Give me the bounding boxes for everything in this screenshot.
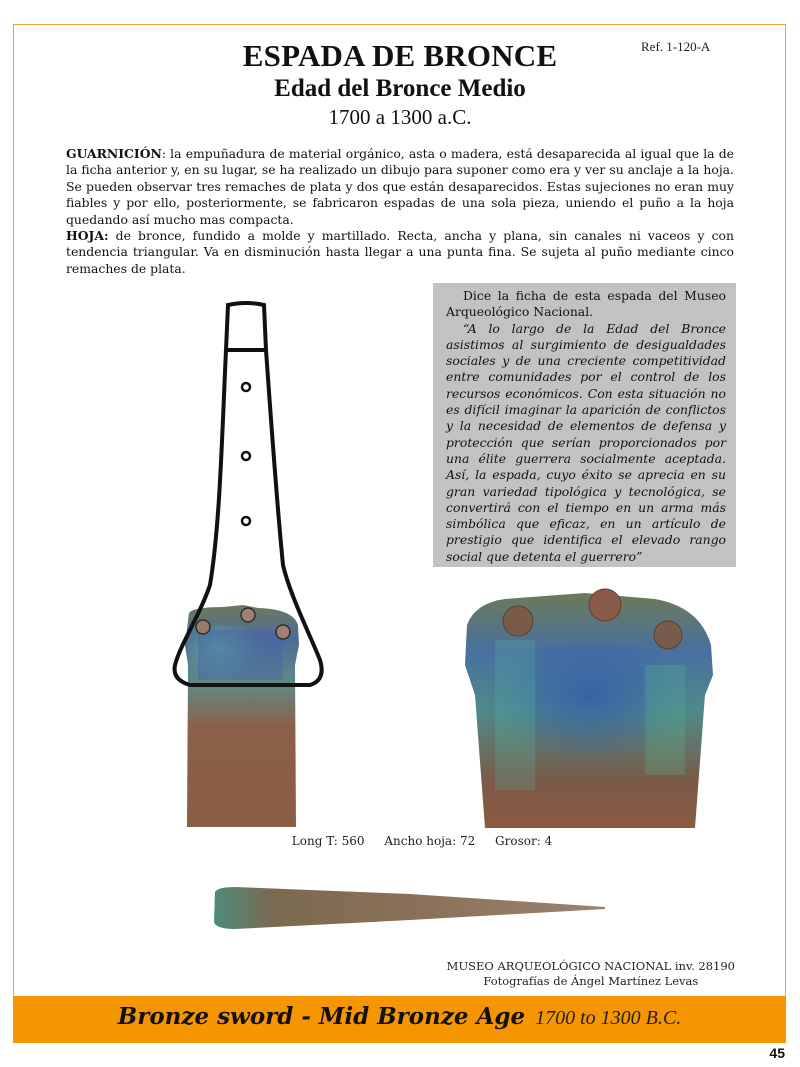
- guarnicion-paragraph: [66, 146, 734, 228]
- museum-inventory: MUSEO ARQUEOLÓGICO NACIONAL inv. 28190: [446, 959, 735, 973]
- photographer-credit: Fotografías de Ángel Martínez Levas: [483, 974, 699, 988]
- photo-credits: [447, 959, 735, 989]
- thickness-measurement: Grosor: 4: [495, 834, 553, 848]
- quote-text: “A lo largo de la Edad del Bronce asistimos al surgimiento de desigualdades sociales y de una creciente competitividad entre comunidades por el control de los recursos económicos. Con esta situación no es difícil imaginar la aparición de conflictos y la necesidad de elementos de defensa y protección que serían proporcionados por una élite guerrera socialmente aceptada. Así, la espada, cuyo éxito se aprecia en su gran variedad tipológica y tecnológica, se convertirá con el tiempo en un arma más simbólica que eficaz, en un artículo de prestigio que identifica el elevado rango social que detenta el guerrero”: [446, 320, 726, 564]
- english-caption: [13, 1003, 786, 1030]
- hilt-reconstruction-drawing: [150, 295, 350, 835]
- rivet-hole-icon: [242, 383, 250, 391]
- reference-code: Ref. 1-120-A: [641, 39, 711, 54]
- sword-side-profile-photo: [210, 882, 610, 932]
- museum-quote-box: [433, 283, 736, 567]
- rivet-hole-icon: [242, 517, 250, 525]
- measurements: [0, 834, 800, 848]
- quote-intro: Dice la ficha de esta espada del Museo Arqueológico Nacional.: [446, 288, 726, 320]
- hoja-text: de bronce, fundido a molde y martillado. Recta, ancha y plana, sin canales ni vaceos y con tendencia triangular. Va en disminución hasta llegar a una punta fina. Se sujeta al puño mediante cinco remaches de plata.: [66, 228, 734, 276]
- description: [66, 146, 734, 277]
- blade-width-measurement: Ancho hoja: 72: [384, 834, 476, 848]
- pommel-outline: [226, 303, 266, 350]
- date-range: 1700 a 1300 a.C.: [328, 105, 472, 129]
- page-number: 45: [769, 1045, 785, 1061]
- english-title: Bronze sword - Mid Bronze Age: [117, 1003, 526, 1030]
- guarnicion-text: : la empuñadura de material orgánico, asta o madera, está desaparecida al igual que la de la ficha anterior y, en su lugar, se ha realizado un dibujo para suponer como era y ver su anclaje a la hoja. Se pueden observar tres remaches de plata y dos que están desaparecidos. Estas sujeciones no eran muy fiables y por ello, posteriormente, se fabricaron espadas de una sola pieza, uniendo el puño a la hoja quedando así mucho mas compacta.: [66, 146, 734, 227]
- guarnicion-label: GUARNICIÓN: [66, 146, 162, 161]
- sword-blade-photo-closeup: [455, 585, 717, 828]
- page-subtitle: Edad del Bronce Medio: [274, 75, 526, 102]
- english-dates: 1700 to 1300 B.C.: [535, 1007, 682, 1029]
- english-title-band: [13, 996, 786, 1043]
- rivet-hole-icon: [242, 452, 250, 460]
- hoja-label: HOJA:: [66, 228, 109, 244]
- hoja-paragraph: [66, 228, 734, 277]
- length-measurement: Long T: 560: [291, 834, 365, 848]
- page-title: ESPADA DE BRONCE: [242, 38, 558, 73]
